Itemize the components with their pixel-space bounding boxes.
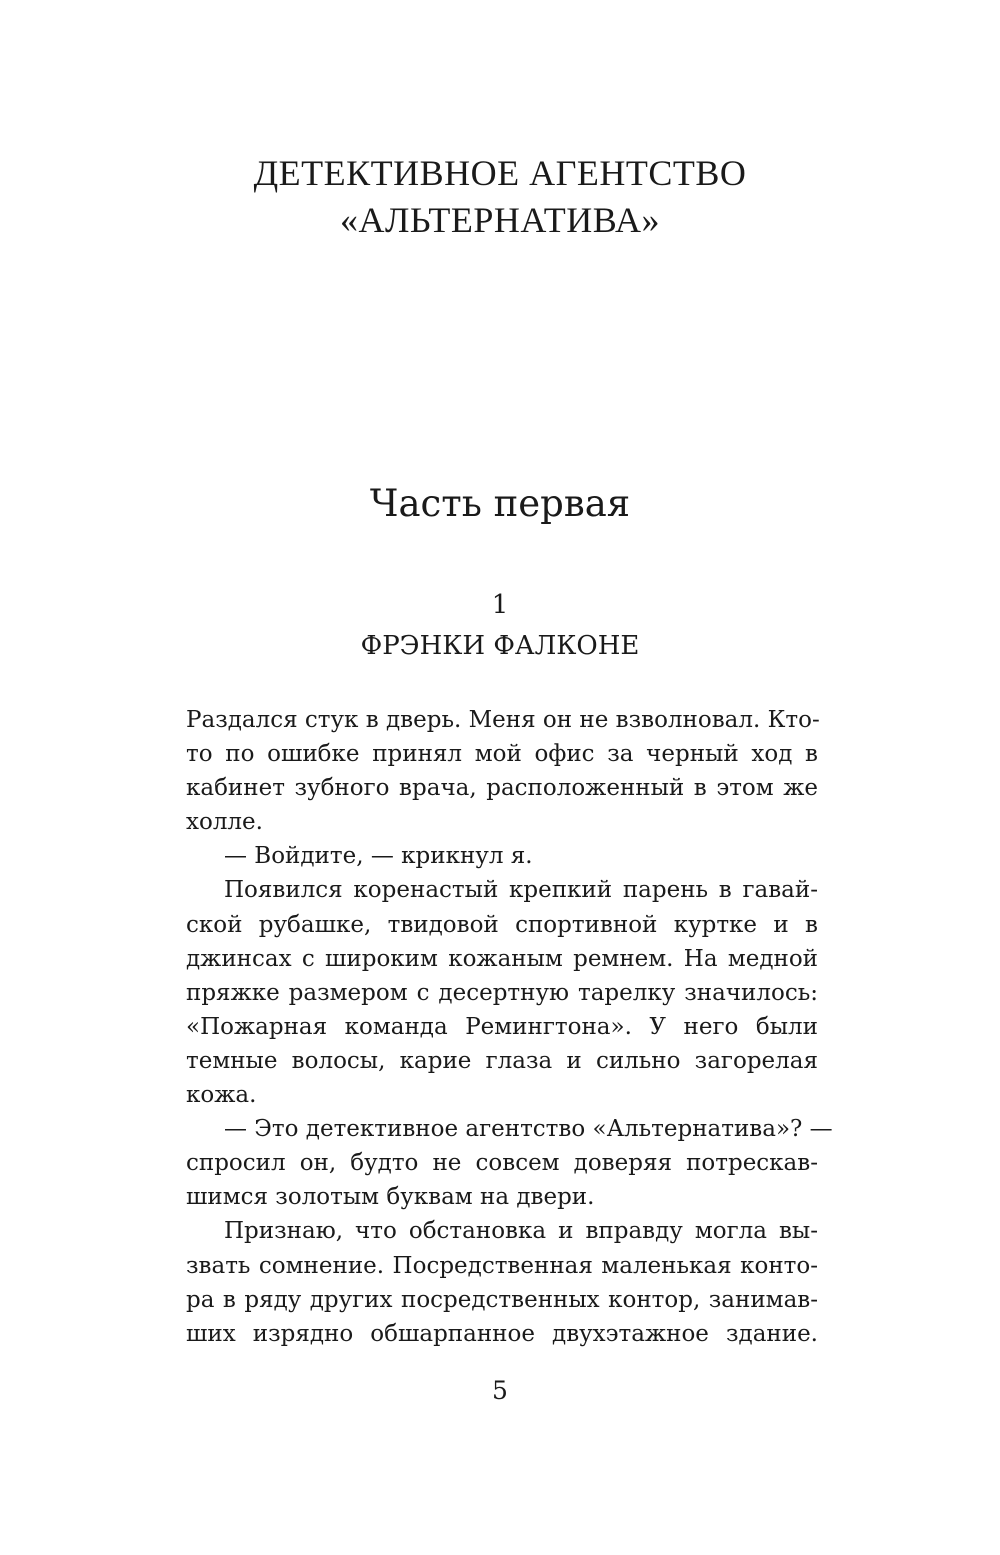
text-line: Появился коренастый крепкий парень в гавай-: [224, 877, 818, 904]
text-line: Признаю, что обстановка и вправду могла вы-: [224, 1218, 818, 1245]
book-title-line-2: «АЛЬТЕРНАТИВА»: [340, 200, 660, 240]
text-line: кабинет зубного врача, расположенный в этом же: [186, 775, 818, 802]
text-line: темные волосы, карие глаза и сильно загорелая: [186, 1047, 818, 1074]
text-line: пряжке размером с десертную тарелку значилось:: [186, 979, 818, 1006]
text-line: — Войдите, — крикнул я.: [224, 843, 533, 870]
chapter-number: 1: [491, 590, 509, 620]
text-line: джинсах с широким кожаным ремнем. На медной: [186, 945, 818, 972]
paragraph: [186, 873, 818, 1112]
text-line: ших изрядно обшарпанное двухэтажное здание.: [186, 1320, 818, 1347]
text-line: то по ошибке принял мой офис за черный ход в: [186, 741, 818, 768]
paragraph: [186, 703, 818, 839]
paragraph: [186, 1214, 818, 1350]
text-line: Раздался стук в дверь. Меня он не взволновал. Кто-: [186, 707, 820, 733]
paragraph: [186, 839, 818, 873]
text-line: кожа.: [186, 1082, 257, 1109]
body-text: [186, 703, 833, 1351]
text-line: шимся золотым буквам на двери.: [186, 1184, 595, 1211]
book-title-line-1: ДЕТЕКТИВНОЕ АГЕНТСТВО: [253, 153, 747, 193]
page-number: 5: [492, 1376, 508, 1405]
text-line: ра в ряду других посредственных контор, занимав-: [186, 1286, 818, 1313]
paragraph: [186, 1112, 833, 1214]
text-line: ской рубашке, твидовой спортивной куртке и в: [186, 911, 818, 938]
text-line: «Пожарная команда Ремингтона». У него были: [186, 1013, 818, 1040]
text-line: спросил он, будто не совсем доверяя потрескав-: [186, 1150, 818, 1177]
text-line: холле.: [186, 809, 263, 836]
chapter-title: ФРЭНКИ ФАЛКОНЕ: [360, 631, 640, 661]
book-title: [0, 150, 1000, 244]
part-title: Часть первая: [369, 482, 631, 525]
text-line: — Это детективное агентство «Альтернатива»? —: [224, 1116, 833, 1143]
text-line: звать сомнение. Посредственная маленькая конто-: [186, 1252, 818, 1279]
